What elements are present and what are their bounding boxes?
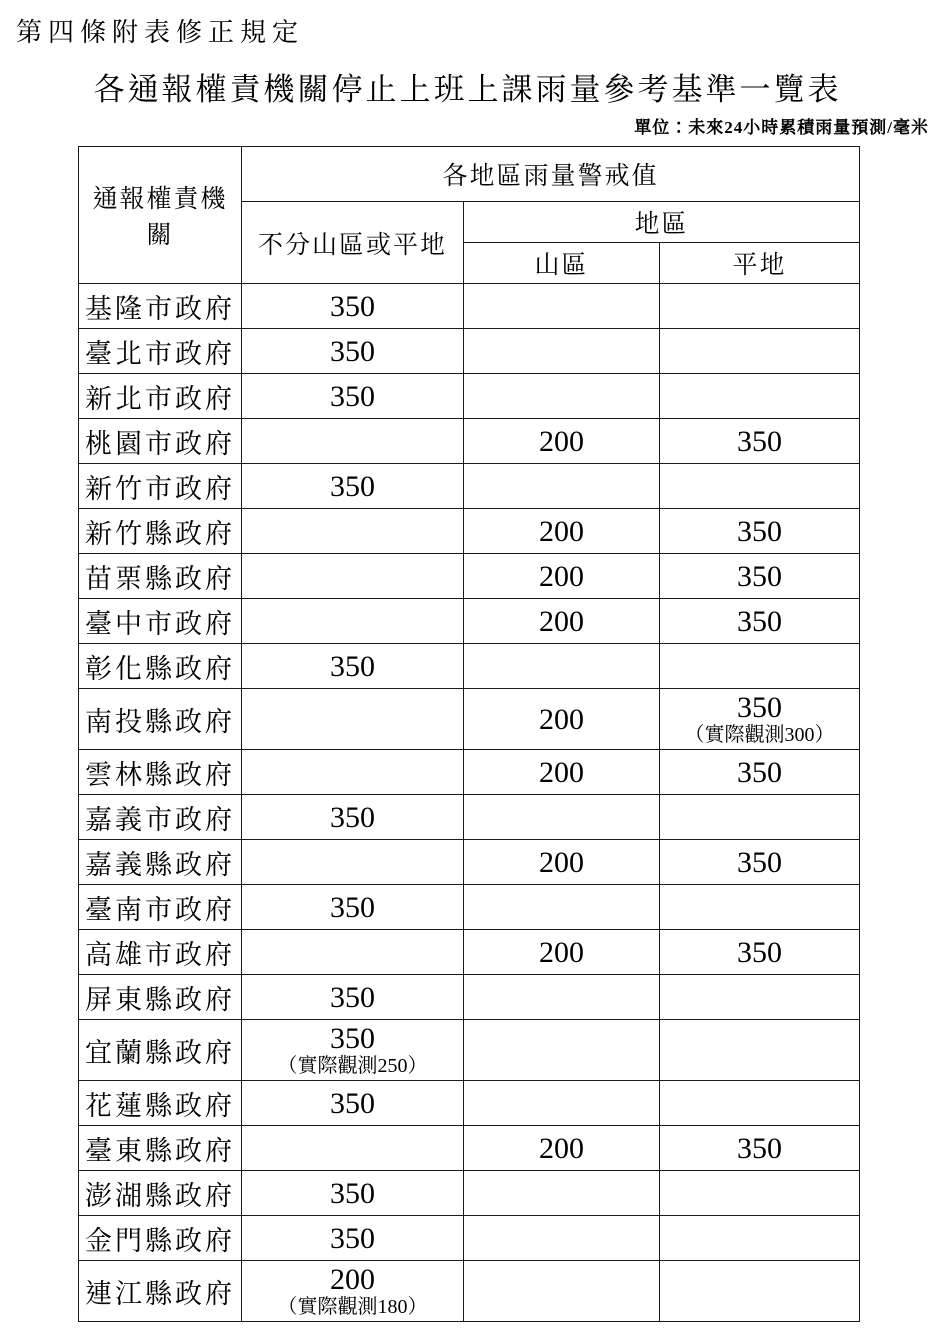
unit-note: 單位：未來24小時累積雨量預測/毫米 — [634, 118, 929, 137]
plain-cell — [660, 840, 860, 885]
all-areas-observed-note: （實際觀測250） — [277, 1055, 428, 1077]
all-areas-cell — [242, 795, 464, 840]
agency-cell: 苗栗縣政府 — [79, 554, 242, 599]
mountain-cell — [464, 1020, 660, 1081]
all-areas-cell — [242, 750, 464, 795]
all-areas-value: 350 — [330, 334, 375, 368]
plain-value: 350 — [737, 514, 782, 548]
plain-cell — [660, 795, 860, 840]
table-row — [79, 885, 860, 930]
table-row — [79, 1216, 860, 1261]
plain-cell — [660, 509, 860, 554]
table-row — [79, 554, 860, 599]
all-areas-cell — [242, 599, 464, 644]
mountain-cell — [464, 464, 660, 509]
mountain-value: 200 — [539, 845, 584, 879]
mountain-cell — [464, 374, 660, 419]
all-areas-cell — [242, 644, 464, 689]
all-areas-cell — [242, 419, 464, 464]
table-header — [79, 147, 860, 284]
all-areas-value: 350 — [330, 890, 375, 924]
mountain-cell — [464, 554, 660, 599]
all-areas-value: 350 — [330, 1022, 375, 1055]
table-row — [79, 840, 860, 885]
table-row — [79, 689, 860, 750]
all-areas-cell — [242, 1081, 464, 1126]
all-areas-value: 350 — [330, 980, 375, 1014]
mountain-cell — [464, 1171, 660, 1216]
mountain-cell — [464, 284, 660, 329]
mountain-cell — [464, 1261, 660, 1322]
agency-header: 通報權責機關 — [79, 147, 242, 284]
plain-value: 350 — [737, 559, 782, 593]
all-areas-cell — [242, 885, 464, 930]
agency-cell: 宜蘭縣政府 — [79, 1020, 242, 1081]
all-areas-value: 350 — [330, 1221, 375, 1255]
table-row — [79, 599, 860, 644]
plain-cell — [660, 419, 860, 464]
all-areas-cell — [242, 930, 464, 975]
agency-cell: 臺北市政府 — [79, 329, 242, 374]
all-areas-cell — [242, 1171, 464, 1216]
table-row — [79, 1081, 860, 1126]
table-row — [79, 509, 860, 554]
agency-cell: 金門縣政府 — [79, 1216, 242, 1261]
mountain-value: 200 — [539, 1131, 584, 1165]
mountain-value: 200 — [539, 514, 584, 548]
warning-values-header: 各地區雨量警戒值 — [242, 147, 860, 202]
table-row — [79, 329, 860, 374]
agency-cell: 雲林縣政府 — [79, 750, 242, 795]
plain-cell — [660, 1126, 860, 1171]
all-areas-value: 200 — [330, 1263, 375, 1296]
mountain-cell — [464, 644, 660, 689]
all-areas-cell — [242, 554, 464, 599]
table-row — [79, 1171, 860, 1216]
agency-cell: 臺南市政府 — [79, 885, 242, 930]
mountain-cell — [464, 419, 660, 464]
table-row — [79, 644, 860, 689]
mountain-cell — [464, 689, 660, 750]
table-row — [79, 284, 860, 329]
no-distinction-header: 不分山區或平地 — [242, 202, 464, 284]
mountain-cell — [464, 1081, 660, 1126]
all-areas-cell — [242, 689, 464, 750]
area-header: 地區 — [464, 202, 860, 243]
table-row — [79, 795, 860, 840]
mountain-cell — [464, 930, 660, 975]
mountain-cell — [464, 885, 660, 930]
plain-observed-note: （實際觀測300） — [684, 724, 835, 746]
plain-cell — [660, 750, 860, 795]
all-areas-cell — [242, 464, 464, 509]
all-areas-value: 350 — [330, 469, 375, 503]
agency-cell: 新北市政府 — [79, 374, 242, 419]
plain-cell — [660, 689, 860, 750]
mountain-value: 200 — [539, 702, 584, 736]
plain-cell — [660, 554, 860, 599]
plain-value: 350 — [737, 1131, 782, 1165]
all-areas-value: 350 — [330, 800, 375, 834]
plain-cell — [660, 464, 860, 509]
mountain-cell — [464, 795, 660, 840]
mountain-value: 200 — [539, 424, 584, 458]
plain-value: 350 — [737, 424, 782, 458]
mountain-cell — [464, 840, 660, 885]
table-row — [79, 975, 860, 1020]
all-areas-cell — [242, 1020, 464, 1081]
all-areas-value: 350 — [330, 649, 375, 683]
all-areas-value: 350 — [330, 1176, 375, 1210]
agency-cell: 嘉義縣政府 — [79, 840, 242, 885]
plain-cell — [660, 1081, 860, 1126]
mountain-cell — [464, 750, 660, 795]
mountain-header: 山區 — [464, 243, 660, 284]
agency-cell: 臺東縣政府 — [79, 1126, 242, 1171]
page-title: 各通報權責機關停止上班上課雨量參考基準一覽表 — [93, 72, 842, 107]
agency-cell: 臺中市政府 — [79, 599, 242, 644]
agency-cell: 屏東縣政府 — [79, 975, 242, 1020]
plain-cell — [660, 374, 860, 419]
plain-value: 350 — [737, 755, 782, 789]
mountain-cell — [464, 509, 660, 554]
all-areas-cell — [242, 975, 464, 1020]
plain-header: 平地 — [660, 243, 860, 284]
agency-cell: 新竹市政府 — [79, 464, 242, 509]
agency-cell: 新竹縣政府 — [79, 509, 242, 554]
all-areas-value: 350 — [330, 379, 375, 413]
mountain-cell — [464, 329, 660, 374]
plain-value: 350 — [737, 604, 782, 638]
table-row — [79, 930, 860, 975]
all-areas-cell — [242, 840, 464, 885]
plain-cell — [660, 1171, 860, 1216]
all-areas-value: 350 — [330, 289, 375, 323]
table-row — [79, 374, 860, 419]
plain-cell — [660, 885, 860, 930]
document-heading: 第四條附表修正規定 — [16, 18, 305, 47]
mountain-cell — [464, 975, 660, 1020]
table-body — [79, 284, 860, 1322]
agency-cell: 連江縣政府 — [79, 1261, 242, 1322]
all-areas-cell — [242, 1261, 464, 1322]
plain-cell — [660, 284, 860, 329]
mountain-value: 200 — [539, 755, 584, 789]
plain-cell — [660, 1216, 860, 1261]
table-row — [79, 1261, 860, 1322]
all-areas-cell — [242, 1126, 464, 1171]
mountain-value: 200 — [539, 935, 584, 969]
agency-cell: 桃園市政府 — [79, 419, 242, 464]
all-areas-cell — [242, 1216, 464, 1261]
plain-cell — [660, 1020, 860, 1081]
all-areas-observed-note: （實際觀測180） — [277, 1296, 428, 1318]
plain-value: 350 — [737, 691, 782, 724]
plain-cell — [660, 644, 860, 689]
all-areas-cell — [242, 284, 464, 329]
agency-cell: 嘉義市政府 — [79, 795, 242, 840]
agency-cell: 基隆市政府 — [79, 284, 242, 329]
agency-cell: 花蓮縣政府 — [79, 1081, 242, 1126]
table-row — [79, 1126, 860, 1171]
plain-cell — [660, 1261, 860, 1322]
all-areas-cell — [242, 509, 464, 554]
agency-cell: 澎湖縣政府 — [79, 1171, 242, 1216]
agency-cell: 高雄市政府 — [79, 930, 242, 975]
mountain-cell — [464, 1216, 660, 1261]
mountain-cell — [464, 599, 660, 644]
plain-cell — [660, 930, 860, 975]
mountain-value: 200 — [539, 604, 584, 638]
rainfall-threshold-table — [78, 146, 860, 1322]
all-areas-value: 350 — [330, 1086, 375, 1120]
all-areas-cell — [242, 374, 464, 419]
table-row — [79, 419, 860, 464]
table-row — [79, 1020, 860, 1081]
mountain-value: 200 — [539, 559, 584, 593]
table-row — [79, 464, 860, 509]
plain-cell — [660, 329, 860, 374]
plain-value: 350 — [737, 845, 782, 879]
all-areas-cell — [242, 329, 464, 374]
agency-cell: 南投縣政府 — [79, 689, 242, 750]
plain-cell — [660, 599, 860, 644]
agency-cell: 彰化縣政府 — [79, 644, 242, 689]
header-row-1 — [79, 147, 860, 202]
mountain-cell — [464, 1126, 660, 1171]
table-row — [79, 750, 860, 795]
plain-value: 350 — [737, 935, 782, 969]
plain-cell — [660, 975, 860, 1020]
